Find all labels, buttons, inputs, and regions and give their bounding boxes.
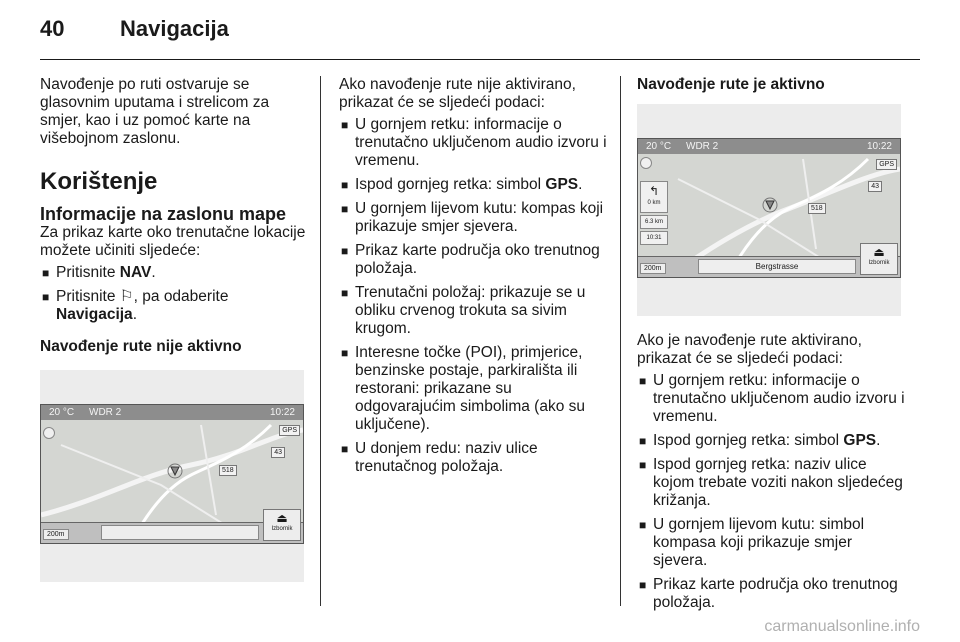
steps-list	[40, 264, 308, 324]
page-header	[40, 16, 229, 42]
map-screenshot-active	[637, 104, 901, 316]
street-name: Bergstrasse	[698, 259, 856, 274]
intro-text: Ako navođenje rute nije aktivirano, prikazat će se sljedeći podaci:	[339, 76, 576, 111]
column-divider-2	[620, 76, 621, 606]
column-2	[339, 76, 609, 482]
turn-arrow-icon: ↰	[648, 184, 660, 198]
list-item: ■ Ispod gornjeg retka: simbol GPS.	[637, 432, 907, 450]
map-display	[637, 138, 901, 278]
temperature: 20 °C	[49, 407, 75, 418]
column-1	[40, 76, 308, 356]
compass-icon	[43, 427, 55, 439]
gps-symbol: GPS	[876, 159, 897, 170]
distance-remaining: 6.3 km	[640, 215, 668, 229]
clock: 10:22	[866, 141, 892, 152]
turn-arrow-panel: ↰ 0 km	[640, 181, 668, 213]
list-item: ■ U gornjem lijevom kutu: simbol kompasa koji prikazuje smjer sjevera.	[637, 516, 907, 570]
arrival-time: 10:31	[640, 231, 668, 245]
road-label: 43	[868, 181, 882, 192]
home-icon: ⚐	[119, 288, 134, 305]
section-heading: Korištenje	[40, 168, 158, 195]
list-item: ■ U gornjem retku: informacije o trenutačno uključenom audio izvoru i vremenu.	[339, 116, 609, 170]
person-icon: ⏏	[276, 511, 288, 525]
list-item: ■ Prikaz karte područja oko trenutnog položaja.	[339, 242, 609, 278]
audio-source: WDR 2	[686, 141, 719, 152]
list-item: ■ Ispod gornjeg retka: naziv ulice kojom trebate voziti nakon sljedećeg križanja.	[637, 456, 907, 510]
map-scale[interactable]: 200m	[640, 263, 666, 274]
audio-source: WDR 2	[89, 407, 122, 418]
watermark: carmanualsonline.info	[764, 618, 920, 635]
status-bar	[638, 139, 900, 154]
map-display	[40, 404, 304, 544]
column-3-lower	[637, 332, 907, 618]
list-item: ■ Pritisnite ⚐, pa odaberite Navigacija.	[40, 288, 308, 324]
menu-button[interactable]: ⏏ Izbornik	[263, 509, 301, 541]
road-label: 518	[808, 203, 826, 214]
list-item: ■ U gornjem lijevom kutu: kompas koji prikazuje smjer sjevera.	[339, 200, 609, 236]
road-label: 518	[219, 465, 237, 476]
status-bar	[41, 405, 303, 420]
gps-symbol: GPS	[279, 425, 300, 436]
map-scale[interactable]: 200m	[43, 529, 69, 540]
info-list	[339, 116, 609, 476]
subhead-inactive: Navođenje rute nije aktivno	[40, 338, 242, 355]
list-item: ■ Pritisnite NAV.	[40, 264, 308, 282]
person-icon: ⏏	[873, 245, 885, 259]
list-item: ■ Trenutačni položaj: prikazuje se u obliku crvenog trokuta sa sivim krugom.	[339, 284, 609, 338]
list-item: ■ Prikaz karte područja oko trenutnog položaja.	[637, 576, 907, 612]
page-number: 40	[40, 16, 65, 41]
temperature: 20 °C	[646, 141, 672, 152]
list-item: ■ Ispod gornjeg retka: simbol GPS.	[339, 176, 609, 194]
map-screenshot-inactive	[40, 370, 304, 582]
info-list	[637, 372, 907, 612]
column-divider-1	[320, 76, 321, 606]
compass-icon	[640, 157, 652, 169]
subsection-text: Za prikaz karte oko trenutačne lokacije možete učiniti sljedeće:	[40, 224, 306, 259]
list-item: ■ Interesne točke (POI), primjerice, benzinske postaje, parkirališta ili restorani: prikazane su odgovarajućim simbolima (ako su uključene).	[339, 344, 609, 434]
subhead-active: Navođenje rute je aktivno	[637, 76, 825, 93]
list-item: ■ U gornjem retku: informacije o trenutačno uključenom audio izvoru i vremenu.	[637, 372, 907, 426]
chapter-title: Navigacija	[120, 16, 229, 41]
header-rule	[40, 59, 920, 60]
menu-button[interactable]: ⏏ Izbornik	[860, 243, 898, 275]
intro-text: Navođenje po ruti ostvaruje se glasovnim uputama i strelicom za smjer, kao i uz pomoć karte na višebojnom zaslonu.	[40, 76, 270, 147]
subsection-heading: Informacije na zaslonu mape	[40, 204, 287, 224]
intro-text: Ako je navođenje rute aktivirano, prikazat će se sljedeći podaci:	[637, 332, 862, 367]
clock: 10:22	[269, 407, 295, 418]
road-label: 43	[271, 447, 285, 458]
column-3	[637, 76, 907, 94]
street-name	[101, 525, 259, 540]
list-item: ■ U donjem redu: naziv ulice trenutačnog položaja.	[339, 440, 609, 476]
